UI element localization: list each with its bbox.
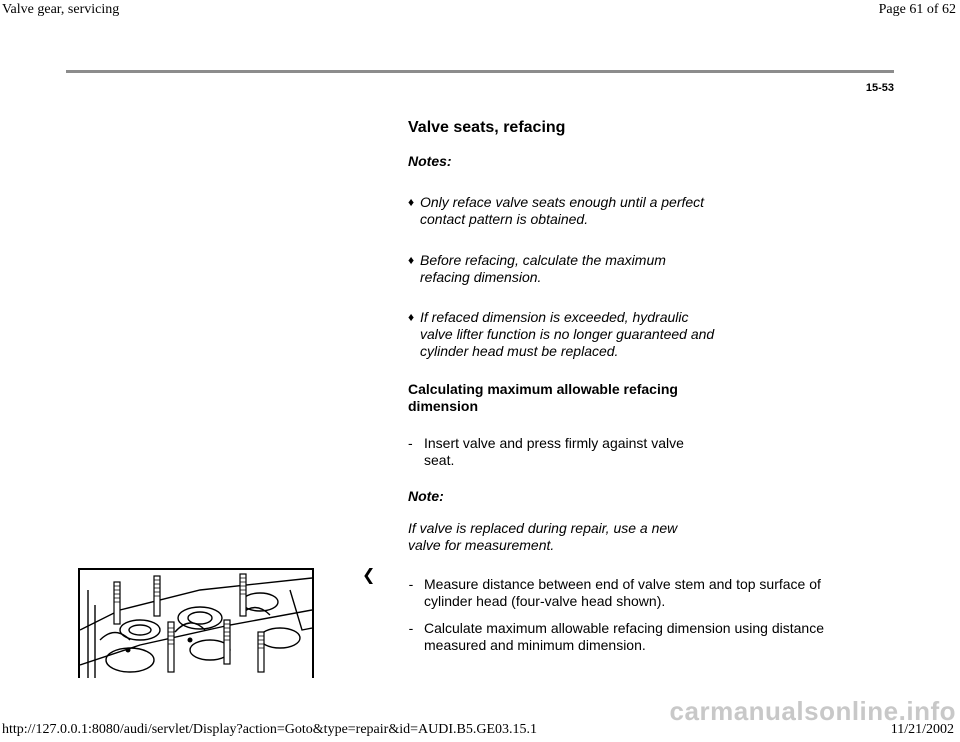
note-text: If valve is replaced during repair, use a new valve for measurement. [408,520,678,553]
left-arrow-icon: ❮ [362,567,376,584]
diamond-bullet-icon: ♦ [408,253,415,267]
notes-label: Notes: [408,153,452,169]
step-calculate-dimension: - Calculate maximum allowable refacing dimension using distance measured and minimum dimension. [408,620,824,653]
header-rule [66,70,894,73]
step-insert-valve: - Insert valve and press firmly against valve seat. [408,435,684,468]
watermark: carmanualsonline.info [669,696,956,726]
note-bullet-3: ♦ If refaced dimension is exceeded, hydraulic valve lifter function is no longer guaranteed and cylinder head must be replaced. [408,309,715,359]
footer-url: http://127.0.0.1:8080/audi/servlet/Display?action=Goto&type=repair&id=AUDI.B5.GE03.15.1 [2,722,537,737]
cylinder-head-figure [78,568,314,678]
footer-date: 11/21/2002 [890,722,954,737]
section-title: Valve seats, refacing [408,119,566,136]
note-bullet-1: ♦ Only reface valve seats enough until a perfect contact pattern is obtained. [408,194,705,227]
step-measure-distance: - Measure distance between end of valve stem and top surface of cylinder head (four-valve head shown). [408,576,821,609]
note-label: Note: [408,488,444,504]
page-indicator: Page 61 of 62 [878,2,956,17]
diamond-bullet-icon: ♦ [408,310,415,324]
diamond-bullet-icon: ♦ [408,195,415,209]
document-title: Valve gear, servicing [2,2,120,17]
page-number: 15-53 [865,82,894,94]
note-bullet-2: ♦ Before refacing, calculate the maximum refacing dimension. [408,252,666,285]
subheading: Calculating maximum allowable refacing dimension [408,381,678,414]
